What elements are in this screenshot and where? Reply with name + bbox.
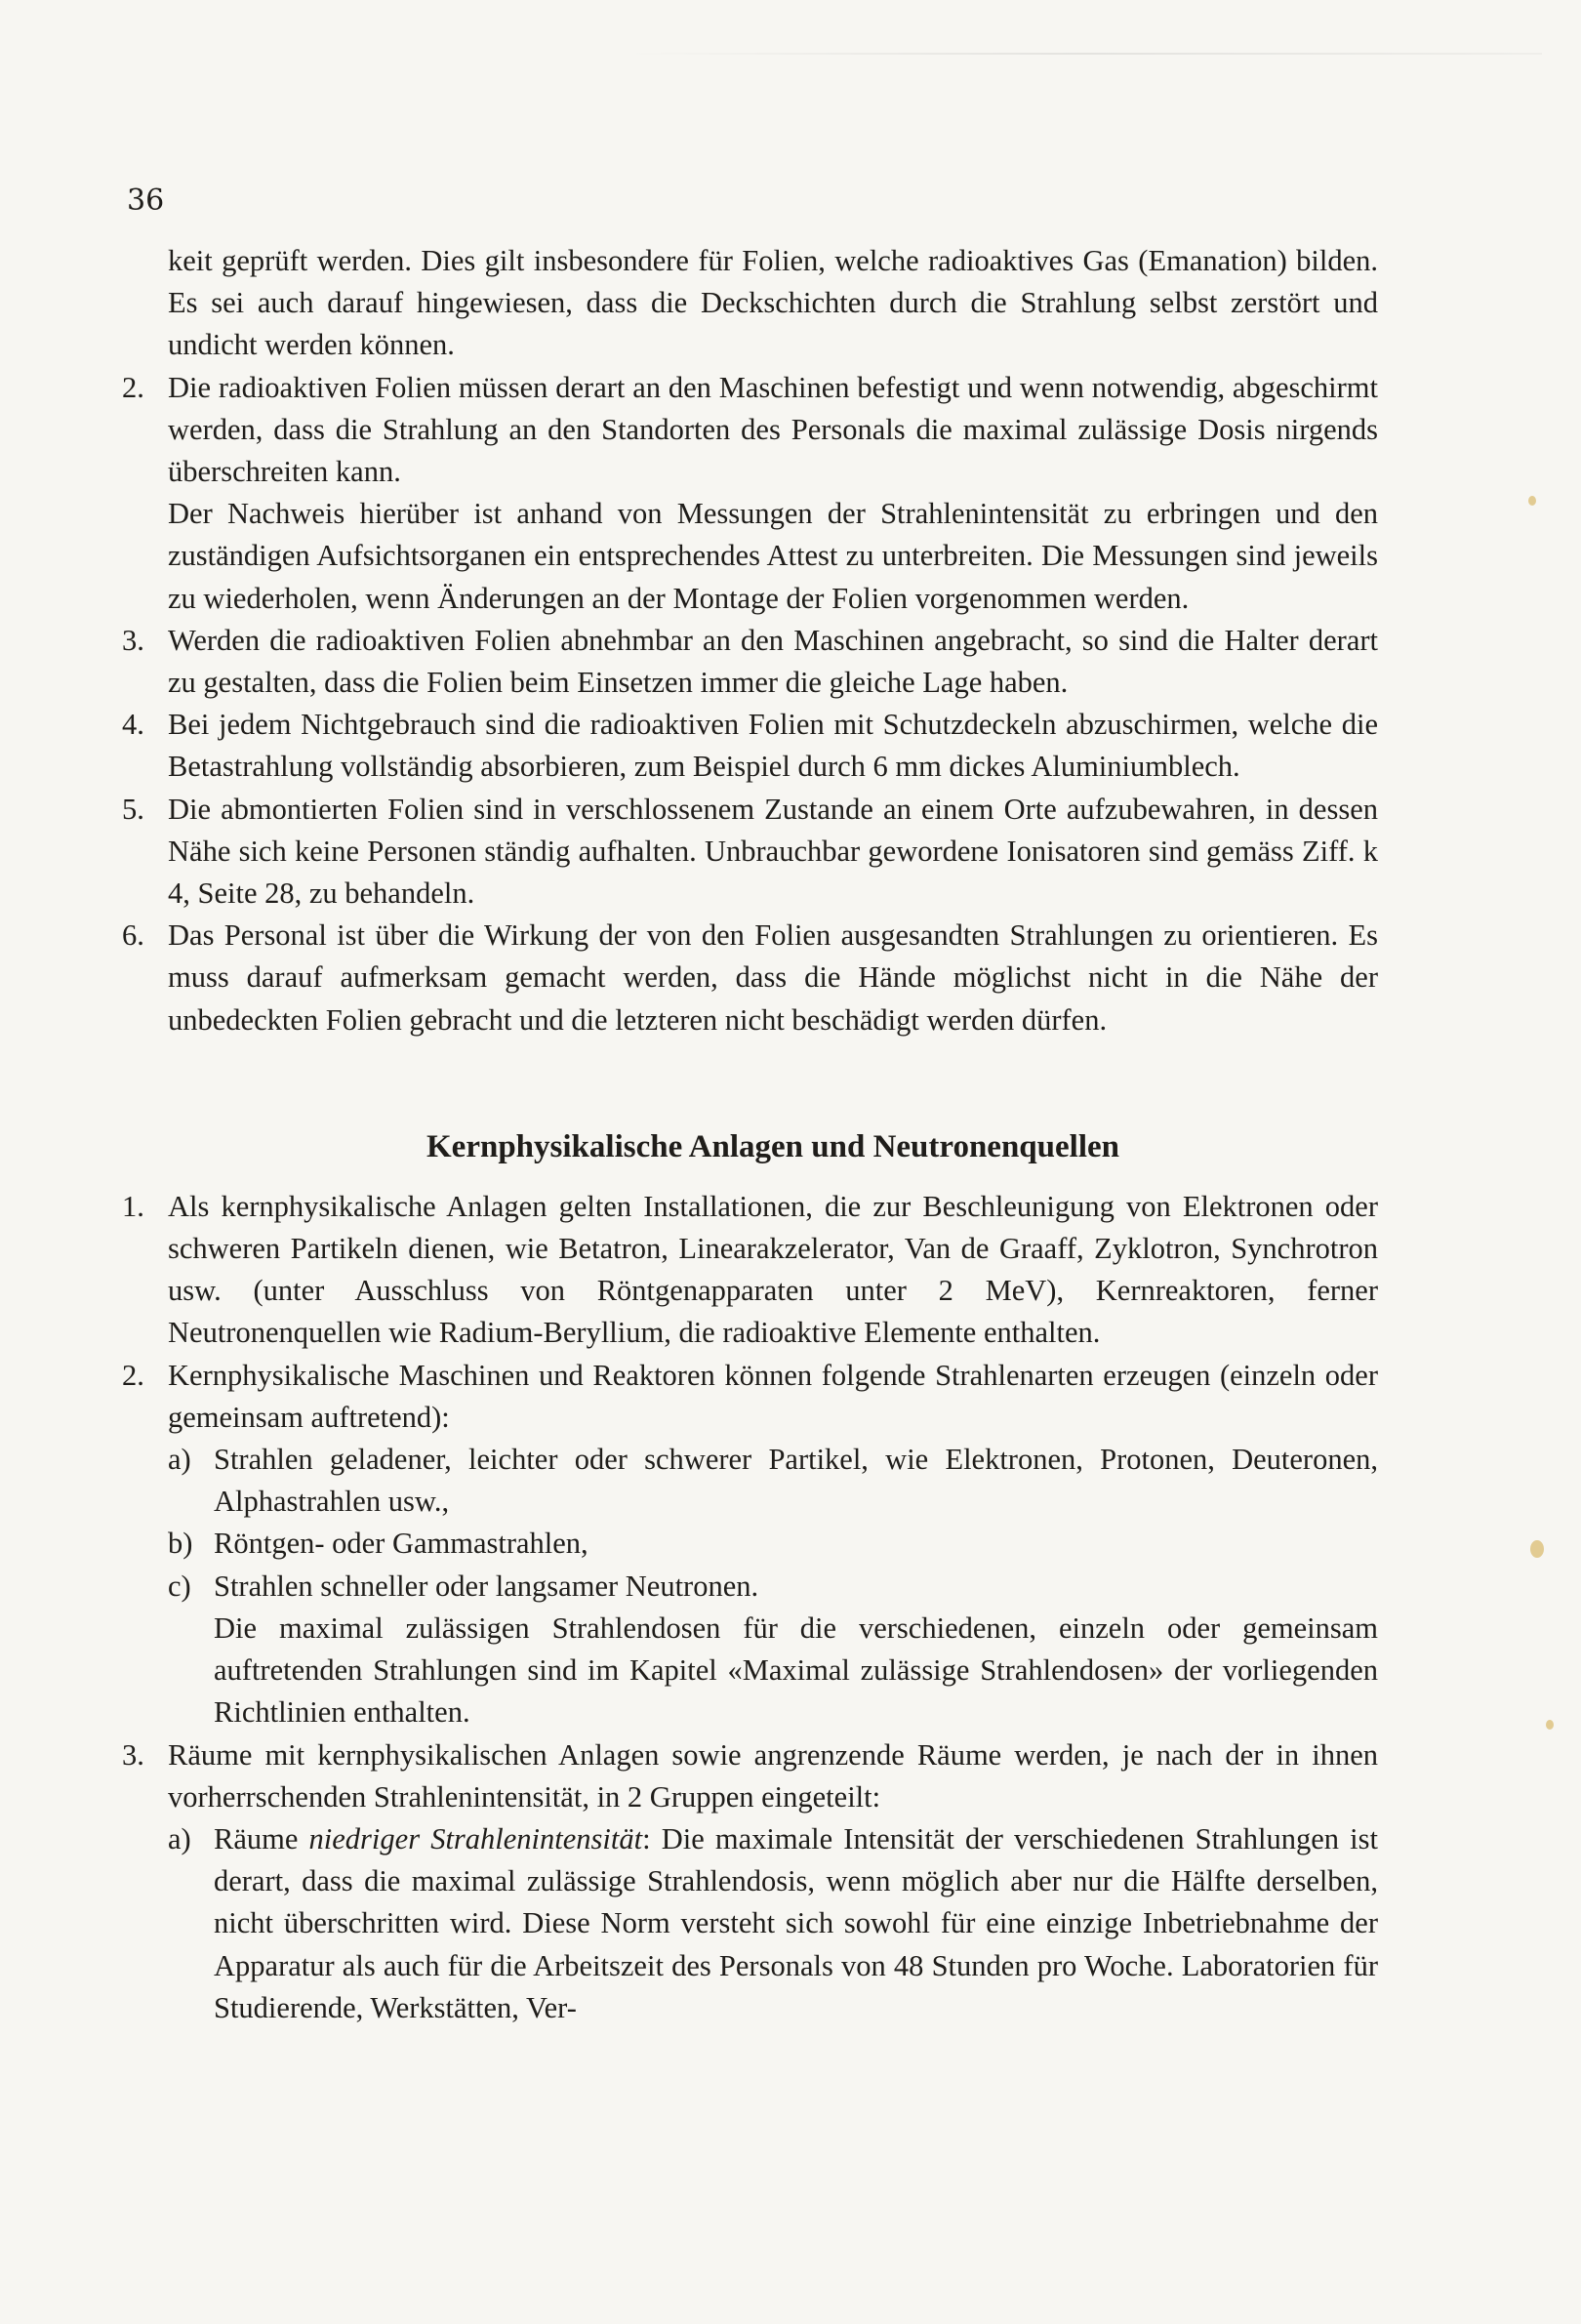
sub-item-label: a) xyxy=(168,1821,191,1855)
section-heading: Kernphysikalische Anlagen und Neutronenquellen xyxy=(426,1128,1119,1164)
item-extra-paragraph: Der Nachweis hierüber ist anhand von Messungen der Strahlenintensität zu erbringen und den zuständigen Aufsichtsorganen ein entsprechendes Attest zu unterbreiten. Die Messungen sind jeweils zu wiederholen, wenn Änderungen an der Montage der Folien vorgenommen werden. xyxy=(168,497,1378,615)
item-text: Werden die radioaktiven Folien abnehmbar an den Maschinen angebracht, so sind die Halter derart zu gestalten, dass die Folien beim Einsetzen immer die gleiche Lage haben. xyxy=(168,623,1378,700)
item-text: Die abmontierten Folien sind in verschlossenem Zustande an einem Orte aufzubewahren, in dessen Nähe sich keine Personen ständig aufhalten. Unbrauchbar gewordene Ionisatoren sind gemäss Ziff. k 4, Seite 28, zu behandeln. xyxy=(168,792,1378,911)
item-text: Kernphysikalische Maschinen und Reaktoren können folgende Strahlenarten erzeugen (einzeln oder gemeinsam auftretend): xyxy=(168,1358,1378,1434)
sub-item xyxy=(168,1566,1378,1608)
item-number: 6. xyxy=(122,918,144,953)
scan-speck xyxy=(1528,496,1536,506)
sub-item xyxy=(168,1439,1378,1523)
sub-item-text: Strahlen geladener, leichter oder schwerer Partikel, wie Elektronen, Protonen, Deuteronen, Alphastrahlen usw., xyxy=(214,1443,1378,1519)
document-body xyxy=(122,240,1378,2029)
item-number: 2. xyxy=(122,1358,144,1392)
list-item xyxy=(122,1186,1378,1355)
item-number: 5. xyxy=(122,792,144,826)
sub-item-label: b) xyxy=(168,1527,193,1561)
sub-item-text xyxy=(214,1818,1378,2029)
scan-speck xyxy=(1546,1720,1554,1730)
sub-item-term: Räume xyxy=(214,1821,309,1855)
list-item xyxy=(122,915,1378,1041)
sub-item-body: : Die maximale Intensität der verschiedenen Strahlungen ist derart, dass die maximal zulässige Strahlendosis, wenn möglich aber nur die Hälfte derselben, nicht überschritten wird. Diese Norm versteht sich sowohl für eine einzige Inbetriebnahme der Apparatur als auch für die Arbeitszeit des Personals von 48 Stunden pro Woche. Laboratorien für Studierende, Werkstätten, Ver- xyxy=(214,1821,1378,2024)
continuation-paragraph: keit geprüft werden. Dies gilt insbesondere für Folien, welche radioaktives Gas (Emanation) bilden. Es sei auch darauf hingewiesen, dass die Deckschichten durch die Strahlung selbst zerstört und undicht werden können. xyxy=(168,244,1378,362)
scan-speck xyxy=(1530,1540,1544,1558)
list-item xyxy=(122,1355,1378,1734)
list-item xyxy=(122,1734,1378,2029)
item-number: 1. xyxy=(122,1189,144,1223)
item-number: 3. xyxy=(122,1737,144,1772)
item-number: 4. xyxy=(122,708,144,742)
list-item xyxy=(122,367,1378,620)
sub-item-text: Strahlen schneller oder langsamer Neutronen. xyxy=(214,1569,759,1603)
page-number: 36 xyxy=(127,183,165,218)
item-text: Das Personal ist über die Wirkung der von den Folien ausgesandten Strahlungen zu orientieren. Es muss darauf aufmerksam gemacht werden, dass die Hände möglichst nicht in die Nähe der unbedeckten Folien gebracht und die letzteren nicht beschädigt werden dürfen. xyxy=(168,918,1378,1037)
sub-item-term-italic: niedriger Strahlenintensität xyxy=(308,1821,643,1855)
item-text: Die radioaktiven Folien müssen derart an den Maschinen befestigt und wenn notwendig, abgeschirmt werden, dass die Strahlung an den Standorten des Personals die maximal zulässige Dosis nirgends überschreiten kann. xyxy=(168,370,1378,489)
list-item xyxy=(122,789,1378,916)
sub-item-label: c) xyxy=(168,1569,191,1603)
sub-item xyxy=(168,1818,1378,2029)
list-item xyxy=(122,704,1378,788)
item-after-paragraph: Die maximal zulässigen Strahlendosen für die verschiedenen, einzeln oder gemeinsam auftretenden Strahlungen sind im Kapitel «Maximal zulässige Strahlendosen» der vorliegenden Richtlinien enthalten. xyxy=(214,1610,1378,1730)
list-item xyxy=(122,620,1378,704)
item-number: 2. xyxy=(122,370,144,404)
scan-artifact-line xyxy=(625,53,1542,55)
item-text: Als kernphysikalische Anlagen gelten Installationen, die zur Beschleunigung von Elektronen oder schweren Partikeln dienen, wie Betatron, Linearakzelerator, Van de Graaff, Zyklotron, Synchrotron usw. (unter Ausschluss von Röntgenapparaten unter 2 MeV), Kernreaktoren, ferner Neutronenquellen wie Radium-Beryllium, die radioaktive Elemente enthalten. xyxy=(168,1189,1378,1350)
item-number: 3. xyxy=(122,623,144,657)
sub-item-label: a) xyxy=(168,1443,191,1477)
item-text: Räume mit kernphysikalischen Anlagen sowie angrenzende Räume werden, je nach der in ihnen vorherrschenden Strahlenintensität, in 2 Gruppen eingeteilt: xyxy=(168,1737,1378,1814)
sub-item xyxy=(168,1523,1378,1565)
sub-item-text: Röntgen- oder Gammastrahlen, xyxy=(214,1527,588,1561)
item-text: Bei jedem Nichtgebrauch sind die radioaktiven Folien mit Schutzdeckeln abzuschirmen, welche die Betastrahlung vollständig absorbieren, zum Beispiel durch 6 mm dickes Aluminiumblech. xyxy=(168,708,1378,784)
